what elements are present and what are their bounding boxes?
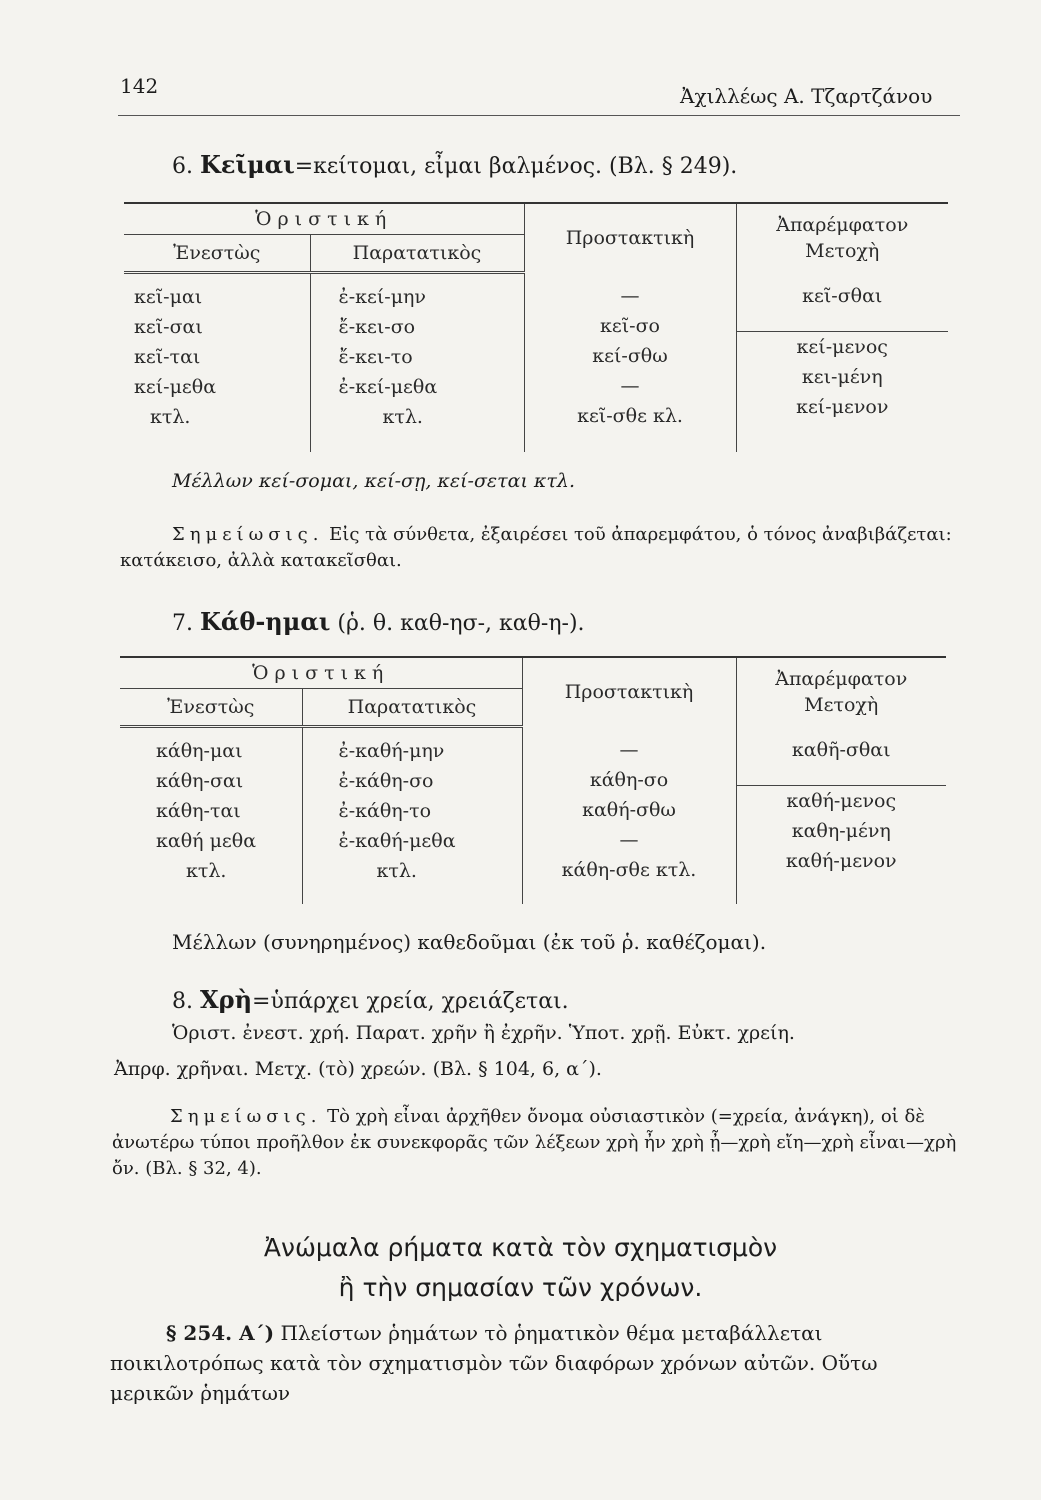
table-cell: κεῖ-σαι <box>134 316 203 338</box>
table-cell: καθή-μενος <box>786 789 897 812</box>
heading-line-1: Ἀνώμαλα ρήματα κατὰ τὸν σχηματισμὸν <box>263 1233 778 1262</box>
section-8-forms-line-2: Ἀπρφ. χρῆναι. Μετχ. (τὸ) χρεών. (Βλ. § 104, 6, α΄). <box>114 1058 602 1080</box>
section-6-note-text: Εἰς τὰ σύνθετα, ἐξαιρέσει τοῦ ἀπαρεμφάτου, ὁ τόνος ἀναβιβάζεται: κατάκεισο, ἀλλὰ κατακεῖσθαι. <box>120 524 952 571</box>
section-6-col-participle: Μετοχὴ <box>805 240 880 263</box>
section-7-conjugation-table <box>120 656 946 904</box>
section-8-number: 8. <box>172 989 193 1014</box>
running-title: Ἀχιλλέως Α. Τζαρτζάνου <box>680 84 933 108</box>
section-7-future: Μέλλων (συνηρημένος) καθεδοῦμαι (ἐκ τοῦ ῥ. καθέζομαι). <box>172 930 767 954</box>
table-cell: κεῖ-ται <box>134 346 201 368</box>
table-cell: κάθη-μαι <box>156 740 243 762</box>
paragraph-254 <box>110 1318 955 1408</box>
table-cell: κει-μένη <box>801 365 883 388</box>
table-cell: ἐ-κάθη-το <box>338 800 432 822</box>
section-6-note <box>120 522 960 574</box>
table-cell: κάθη-ται <box>156 800 241 822</box>
page-number: 142 <box>120 74 159 98</box>
section-7-group-header: Ὁριστική <box>120 657 522 689</box>
section-7-heading <box>172 607 585 636</box>
irregular-verbs-heading <box>100 1228 941 1308</box>
paragraph-254-label: § 254. Α΄) <box>166 1321 275 1345</box>
header-rule <box>118 115 960 116</box>
section-6-present-column <box>124 273 310 453</box>
section-7-definition: (ῥ. θ. καθ-ησ-, καθ-η-). <box>337 611 585 636</box>
section-6-number: 6. <box>172 154 193 179</box>
section-6-infinitive-participle-column <box>736 273 948 453</box>
table-cell: κεῖ-μαι <box>134 286 203 308</box>
section-7-col-infinitive: Ἀπαρέμφατον <box>775 668 908 691</box>
table-cell: κεί-μεθα <box>134 376 217 398</box>
section-7-imperative-column <box>522 727 736 905</box>
table-cell: κεί-μενον <box>796 395 889 418</box>
section-6-col-imperfect: Παρατατικὸς <box>310 235 524 273</box>
table-cell: ἐ-καθή-μεθα <box>338 830 456 852</box>
table-cell: ἐ-κάθη-σο <box>338 770 434 792</box>
section-7-number: 7. <box>172 611 193 636</box>
table-cell: — <box>619 828 639 851</box>
section-6-col-infinitive-participle <box>736 203 948 273</box>
table-cell: καθή-σθω <box>582 798 676 821</box>
section-8-definition: =ὑπάρχει χρεία, χρειάζεται. <box>252 989 569 1014</box>
table-cell: ἐ-κεί-μην <box>338 286 426 308</box>
table-cell: ἔ-κει-σο <box>338 316 416 338</box>
section-6-conjugation-table <box>124 202 948 452</box>
section-7-col-imperfect: Παρατατικὸς <box>302 689 522 727</box>
section-6-lemma: Κεῖμαι <box>200 150 295 179</box>
section-6-heading <box>172 150 737 179</box>
section-8-heading <box>172 985 569 1014</box>
table-cell: — <box>619 738 639 761</box>
table-cell: καθη-μένη <box>791 819 891 842</box>
section-8-forms-line-1: Ὁριστ. ἐνεστ. χρή. Παρατ. χρῆν ἢ ἐχρῆν. Ὑποτ. χρῇ. Εὐκτ. χρείη. <box>172 1022 795 1044</box>
section-6-group-header: Ὁριστική <box>124 203 524 235</box>
section-6-col-imperative: Προστακτικὴ <box>524 203 736 273</box>
section-6-definition: =κείτομαι, εἶμαι βαλμένος. (Βλ. § 249). <box>294 154 738 179</box>
section-7-imperfect-column <box>302 727 522 905</box>
table-cell: κεῖ-σθε κλ. <box>577 404 683 427</box>
table-cell: καθή-μενον <box>785 849 897 872</box>
table-cell: καθῆ-σθαι <box>737 735 947 786</box>
table-cell: κεῖ-σθαι <box>737 281 949 332</box>
table-cell: κεῖ-σο <box>600 314 660 337</box>
section-6-col-present: Ἐνεστὼς <box>124 235 310 273</box>
section-6-note-label: Σημείωσις. <box>172 524 324 545</box>
section-7-present-column <box>120 727 302 905</box>
table-cell: κάθη-σαι <box>156 770 244 792</box>
paragraph-254-text: Πλείστων ῥημάτων τὸ ῥηματικὸν θέμα μεταβάλλεται ποικιλοτρόπως κατὰ τὸν σχηματισμὸν τῶν διαφόρων χρόνων αὐτῶν. Οὕτω μερικῶν ῥημάτων <box>110 1321 878 1405</box>
section-8-note <box>112 1104 958 1182</box>
section-7-infinitive-participle-column <box>736 727 946 905</box>
table-cell: κεί-σθω <box>592 344 668 367</box>
table-cell: — <box>620 284 640 307</box>
table-cell: καθή μεθα <box>156 830 257 852</box>
table-cell: κτλ. <box>376 860 417 882</box>
table-cell: κτλ. <box>382 406 423 428</box>
section-7-col-imperative: Προστακτικὴ <box>522 657 736 727</box>
section-7-col-participle: Μετοχὴ <box>804 694 879 717</box>
table-cell: κεί-μενος <box>796 335 888 358</box>
table-cell: ἔ-κει-το <box>338 346 413 368</box>
section-7-col-present: Ἐνεστὼς <box>120 689 302 727</box>
section-8-note-label: Σημείωσις. <box>170 1106 322 1127</box>
section-7-lemma: Κάθ-ημαι <box>200 607 331 636</box>
section-8-lemma: Χρὴ <box>200 985 253 1014</box>
section-6-future: Μέλλων κεί-σομαι, κεί-σῃ, κεί-σεται κτλ. <box>172 470 575 492</box>
table-cell: ἐ-κεί-μεθα <box>338 376 438 398</box>
section-6-imperfect-column <box>310 273 524 453</box>
table-cell: ἐ-καθή-μην <box>338 740 445 762</box>
table-cell: κτλ. <box>186 860 227 882</box>
section-8-note-text: Τὸ χρὴ εἶναι ἀρχῆθεν ὄνομα οὐσιαστικὸν (=χρεία, ἀνάγκη), οἱ δὲ ἀνωτέρω τύποι προῆλθον ἐκ συνεκφορᾶς τῶν λέξεων χρὴ ἦν χρὴ ᾖ—χρὴ εἴη—χρὴ εἶναι—χρὴ ὄν. (Βλ. § 32, 4). <box>112 1106 957 1179</box>
heading-line-2: ἢ τὴν σημασίαν τῶν χρόνων. <box>338 1273 703 1302</box>
table-cell: κάθη-σο <box>589 768 669 791</box>
table-cell: — <box>620 374 640 397</box>
table-cell: κάθη-σθε κτλ. <box>561 858 697 881</box>
table-cell: κτλ. <box>150 406 191 428</box>
section-7-col-infinitive-participle <box>736 657 946 727</box>
section-6-imperative-column <box>524 273 736 453</box>
section-6-col-infinitive: Ἀπαρέμφατον <box>776 214 909 237</box>
